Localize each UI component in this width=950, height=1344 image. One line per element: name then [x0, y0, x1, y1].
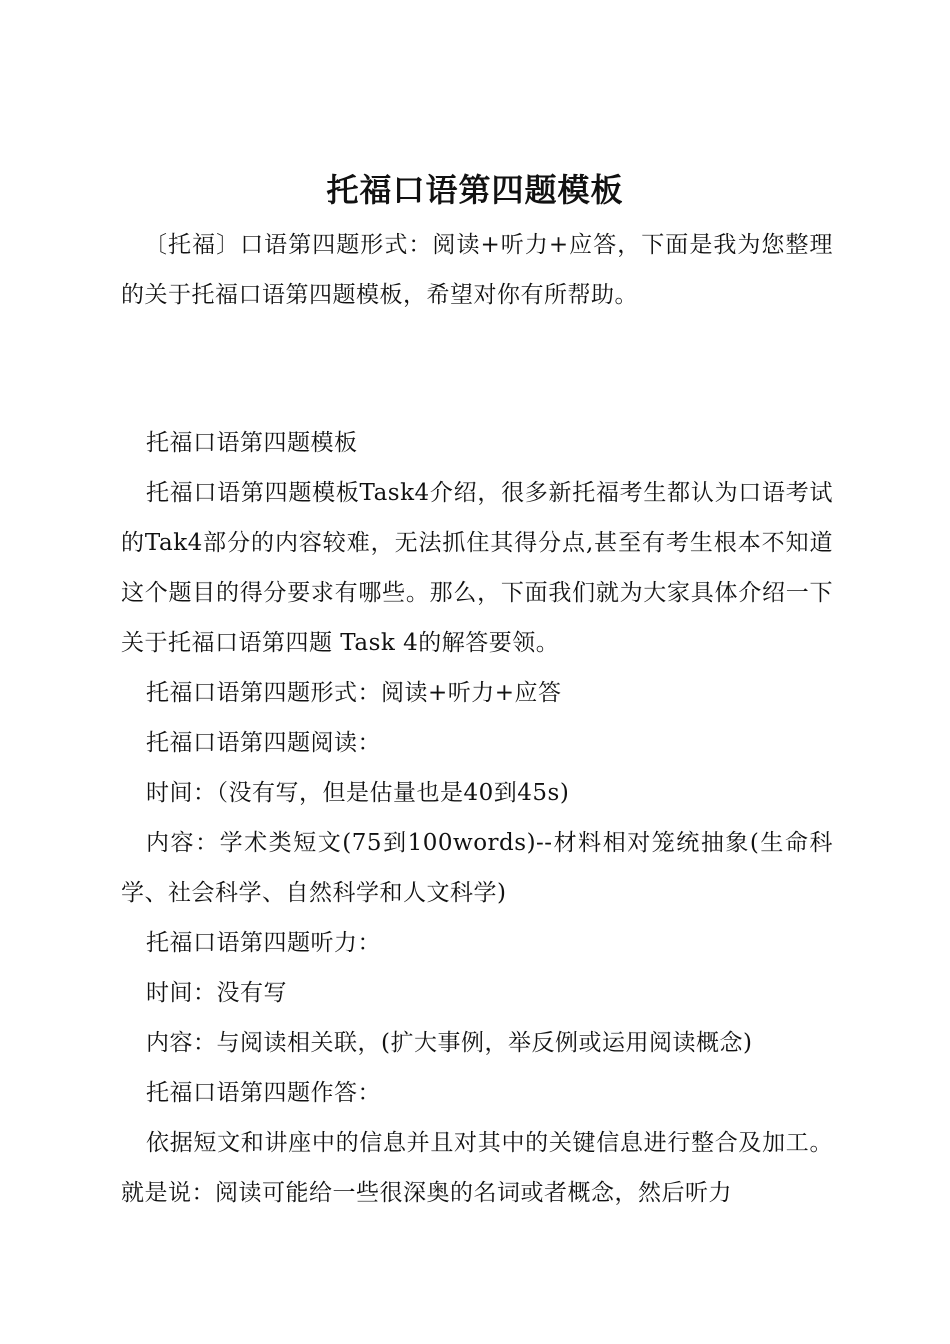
section-heading: 托福口语第四题模板 [146, 430, 358, 456]
paragraph-reading-time: 时间：（没有写，但是估量也是40到45s) [146, 780, 570, 806]
paragraph-task4-intro: 托福口语第四题模板Task4介绍，很多新托福考生都认为口语考试的Tak4部分的内容较难，无法抓住其得分点,甚至有考生根本不知道这个题目的得分要求有哪些。那么，下面我们就为大家具体介绍一下关于托福口语第四题 Task 4的解答要领。 [121, 480, 833, 656]
paragraph-reading-heading: 托福口语第四题阅读： [146, 730, 381, 756]
intro-paragraph: 〔托福〕口语第四题形式：阅读+听力+应答，下面是我为您整理的关于托福口语第四题模板，希望对你有所帮助。 [121, 232, 833, 308]
document-title: 托福口语第四题模板 [326, 171, 624, 210]
paragraph-listening-heading: 托福口语第四题听力： [146, 930, 381, 956]
paragraph-answer-heading: 托福口语第四题作答： [146, 1080, 381, 1106]
paragraph-format: 托福口语第四题形式：阅读+听力+应答 [146, 680, 562, 706]
paragraph-listening-content: 内容：与阅读相关联，(扩大事例，举反例或运用阅读概念) [146, 1030, 753, 1056]
paragraph-listening-time: 时间：没有写 [146, 980, 287, 1006]
content-body [121, 418, 833, 1218]
paragraph-answer-content: 依据短文和讲座中的信息并且对其中的关键信息进行整合及加工。就是说：阅读可能给一些很深奥的名词或者概念，然后听力 [121, 1130, 833, 1206]
paragraph-reading-content: 内容：学术类短文(75到100words)--材料相对笼统抽象(生命科学、社会科学、自然科学和人文科学) [121, 830, 833, 906]
